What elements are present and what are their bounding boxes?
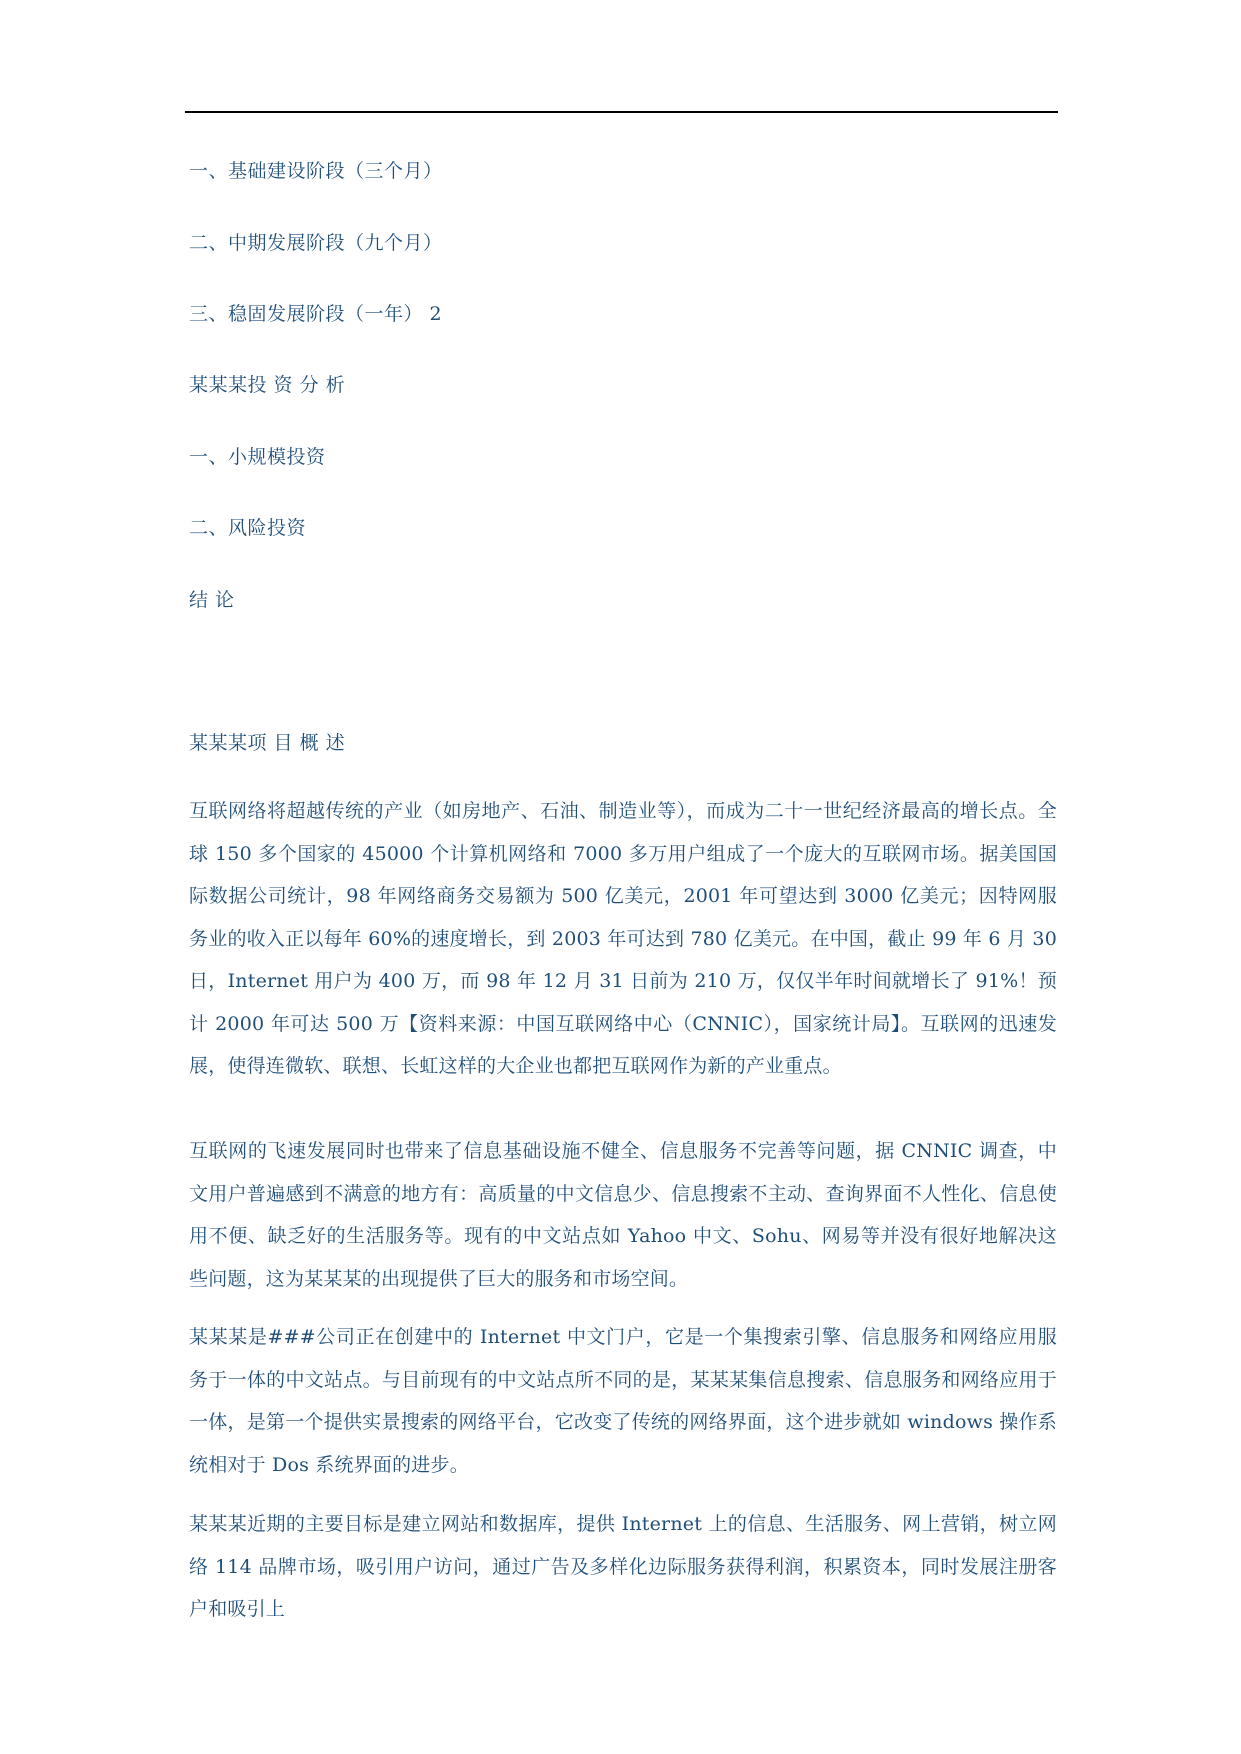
toc-item-3: 三、稳固发展阶段（一年） 2	[189, 303, 443, 325]
section-title: 某某某项 目 概 述	[189, 732, 346, 754]
header-divider	[185, 111, 1058, 113]
toc-item-6: 二、风险投资	[189, 517, 307, 539]
paragraph-4: 某某某近期的主要目标是建立网站和数据库，提供 Internet 上的信息、生活服务、网上营销，树立网络 114 品牌市场，吸引用户访问，通过广告及多样化边际服务获得利润，积累资本，同时发展注册客户和吸引上	[189, 1513, 1057, 1620]
paragraph-3: 某某某是###公司正在创建中的 Internet 中文门户，它是一个集搜索引擎、信息服务和网络应用服务于一体的中文站点。与目前现有的中文站点所不同的是，某某某集信息搜索、信息服务和网络应用于一体，是第一个提供实景搜索的网络平台，它改变了传统的网络界面，这个进步就如 windows 操作系统相对于 Dos 系统界面的进步。	[189, 1326, 1057, 1476]
toc-item-4: 某某某投 资 分 析	[189, 374, 346, 396]
paragraph-1: 互联网络将超越传统的产业（如房地产、石油、制造业等），而成为二十一世纪经济最高的增长点。全球 150 多个国家的 45000 个计算机网络和 7000 多万用户组成了一个庞大的互联网市场。据美国国际数据公司统计，98 年网络商务交易额为 500 亿美元，2001 年可望达到 3000 亿美元；因特网服务业的收入正以每年 60%的速度增长，到 2003 年可达到 780 亿美元。在中国，截止 99 年 6 月 30 日，Internet 用户为 400 万，而 98 年 12 月 31 日前为 210 万，仅仅半年时间就增长了 91%！预计 2000 年可达 500 万【资料来源：中国互联网络中心（CNNIC），国家统计局】。互联网的迅速发展，使得连微软、联想、长虹这样的大企业也都把互联网作为新的产业重点。	[189, 800, 1057, 1077]
toc-item-5: 一、小规模投资	[189, 446, 326, 468]
toc-item-2: 二、中期发展阶段（九个月）	[189, 232, 443, 254]
toc-item-7: 结 论	[189, 589, 235, 611]
toc-item-1: 一、基础建设阶段（三个月）	[189, 160, 443, 182]
paragraph-2: 互联网的飞速发展同时也带来了信息基础设施不健全、信息服务不完善等问题，据 CNNIC 调查，中文用户普遍感到不满意的地方有：高质量的中文信息少、信息搜索不主动、查询界面不人性化、信息使用不便、缺乏好的生活服务等。现有的中文站点如 Yahoo 中文、Sohu、网易等并没有很好地解决这些问题，这为某某某的出现提供了巨大的服务和市场空间。	[189, 1140, 1057, 1290]
